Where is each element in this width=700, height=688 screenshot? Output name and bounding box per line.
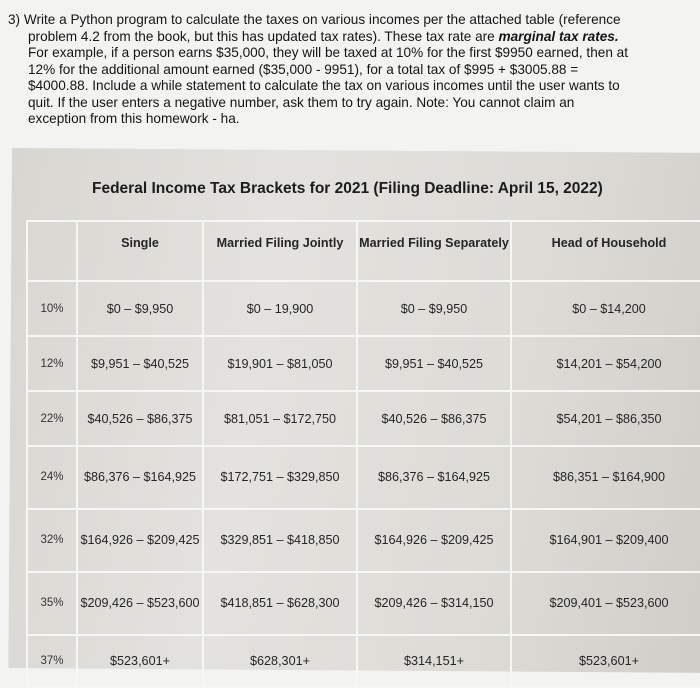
marginal-tax-rates-emphasis: marginal tax rates.	[498, 28, 619, 44]
problem-line-text: problem 4.2 from the book, but this has updated tax rates). These tax rate are	[28, 28, 499, 44]
header-head-of-household: Head of Household	[511, 221, 700, 281]
married-jointly-cell: $81,051 – $172,750	[203, 391, 357, 446]
rate-cell: 37%	[27, 635, 77, 687]
rate-cell: 22%	[27, 391, 77, 446]
table-row	[27, 336, 700, 391]
single-cell: $86,376 – $164,925	[77, 446, 203, 509]
head-of-household-cell: $0 – $14,200	[511, 281, 700, 336]
problem-line: 3) Write a Python program to calculate the taxes on various incomes per the attached table (reference	[8, 12, 621, 27]
single-cell: $209,426 – $523,600	[77, 572, 203, 635]
married-jointly-cell: $628,301+	[203, 635, 357, 687]
table-row	[27, 509, 700, 572]
table-row	[27, 281, 700, 336]
single-cell: $0 – $9,950	[77, 281, 203, 336]
table-row	[27, 635, 700, 687]
head-of-household-cell: $523,601+	[511, 635, 700, 687]
problem-line: $4000.88. Include a while statement to calculate the tax on various incomes until the user wants to	[28, 78, 620, 93]
rate-cell: 35%	[27, 572, 77, 635]
single-cell: $164,926 – $209,425	[77, 509, 203, 572]
problem-line: For example, if a person earns $35,000, they will be taxed at 10% for the first $9950 earned, then at	[28, 45, 628, 60]
married-separately-cell: $209,426 – $314,150	[357, 572, 511, 635]
table-row	[27, 446, 700, 509]
married-jointly-cell: $19,901 – $81,050	[203, 336, 357, 391]
single-cell: $523,601+	[77, 635, 203, 687]
header-row	[27, 221, 700, 281]
married-jointly-cell: $418,851 – $628,300	[203, 572, 357, 635]
married-separately-cell: $9,951 – $40,525	[357, 336, 511, 391]
table-row	[27, 572, 700, 635]
problem-line	[28, 29, 696, 46]
rate-cell: 12%	[27, 336, 77, 391]
problem-line: exception from this homework - ha.	[28, 111, 240, 126]
table-row	[27, 391, 700, 446]
header-rate	[27, 221, 77, 281]
head-of-household-cell: $54,201 – $86,350	[511, 391, 700, 446]
single-cell: $9,951 – $40,525	[77, 336, 203, 391]
problem-statement	[8, 12, 696, 128]
header-married-separately: Married Filing Separately	[357, 221, 511, 281]
head-of-household-cell: $164,901 – $209,400	[511, 509, 700, 572]
married-jointly-cell: $172,751 – $329,850	[203, 446, 357, 509]
problem-line: quit. If the user enters a negative number, ask them to try again. Note: You cannot claim an	[28, 94, 575, 110]
rate-cell: 24%	[27, 446, 77, 509]
married-separately-cell: $86,376 – $164,925	[357, 446, 511, 509]
header-married-jointly: Married Filing Jointly	[203, 221, 357, 281]
header-single: Single	[77, 221, 203, 281]
tax-brackets-table	[26, 220, 700, 688]
married-jointly-cell: $0 – 19,900	[203, 281, 357, 336]
married-separately-cell: $40,526 – $86,375	[357, 391, 511, 446]
rate-cell: 32%	[27, 509, 77, 572]
rate-cell: 10%	[27, 281, 77, 336]
married-jointly-cell: $329,851 – $418,850	[203, 509, 357, 572]
married-separately-cell: $0 – $9,950	[357, 281, 511, 336]
table-title: Federal Income Tax Brackets for 2021 (Filing Deadline: April 15, 2022)	[92, 180, 603, 197]
married-separately-cell: $164,926 – $209,425	[357, 509, 511, 572]
head-of-household-cell: $209,401 – $523,600	[511, 572, 700, 635]
married-separately-cell: $314,151+	[357, 635, 511, 687]
head-of-household-cell: $14,201 – $54,200	[511, 336, 700, 391]
single-cell: $40,526 – $86,375	[77, 391, 203, 446]
problem-line: 12% for the additional amount earned ($35,000 - 9951), for a total tax of $995 + $3005.88 =	[28, 61, 579, 77]
head-of-household-cell: $86,351 – $164,900	[511, 446, 700, 509]
